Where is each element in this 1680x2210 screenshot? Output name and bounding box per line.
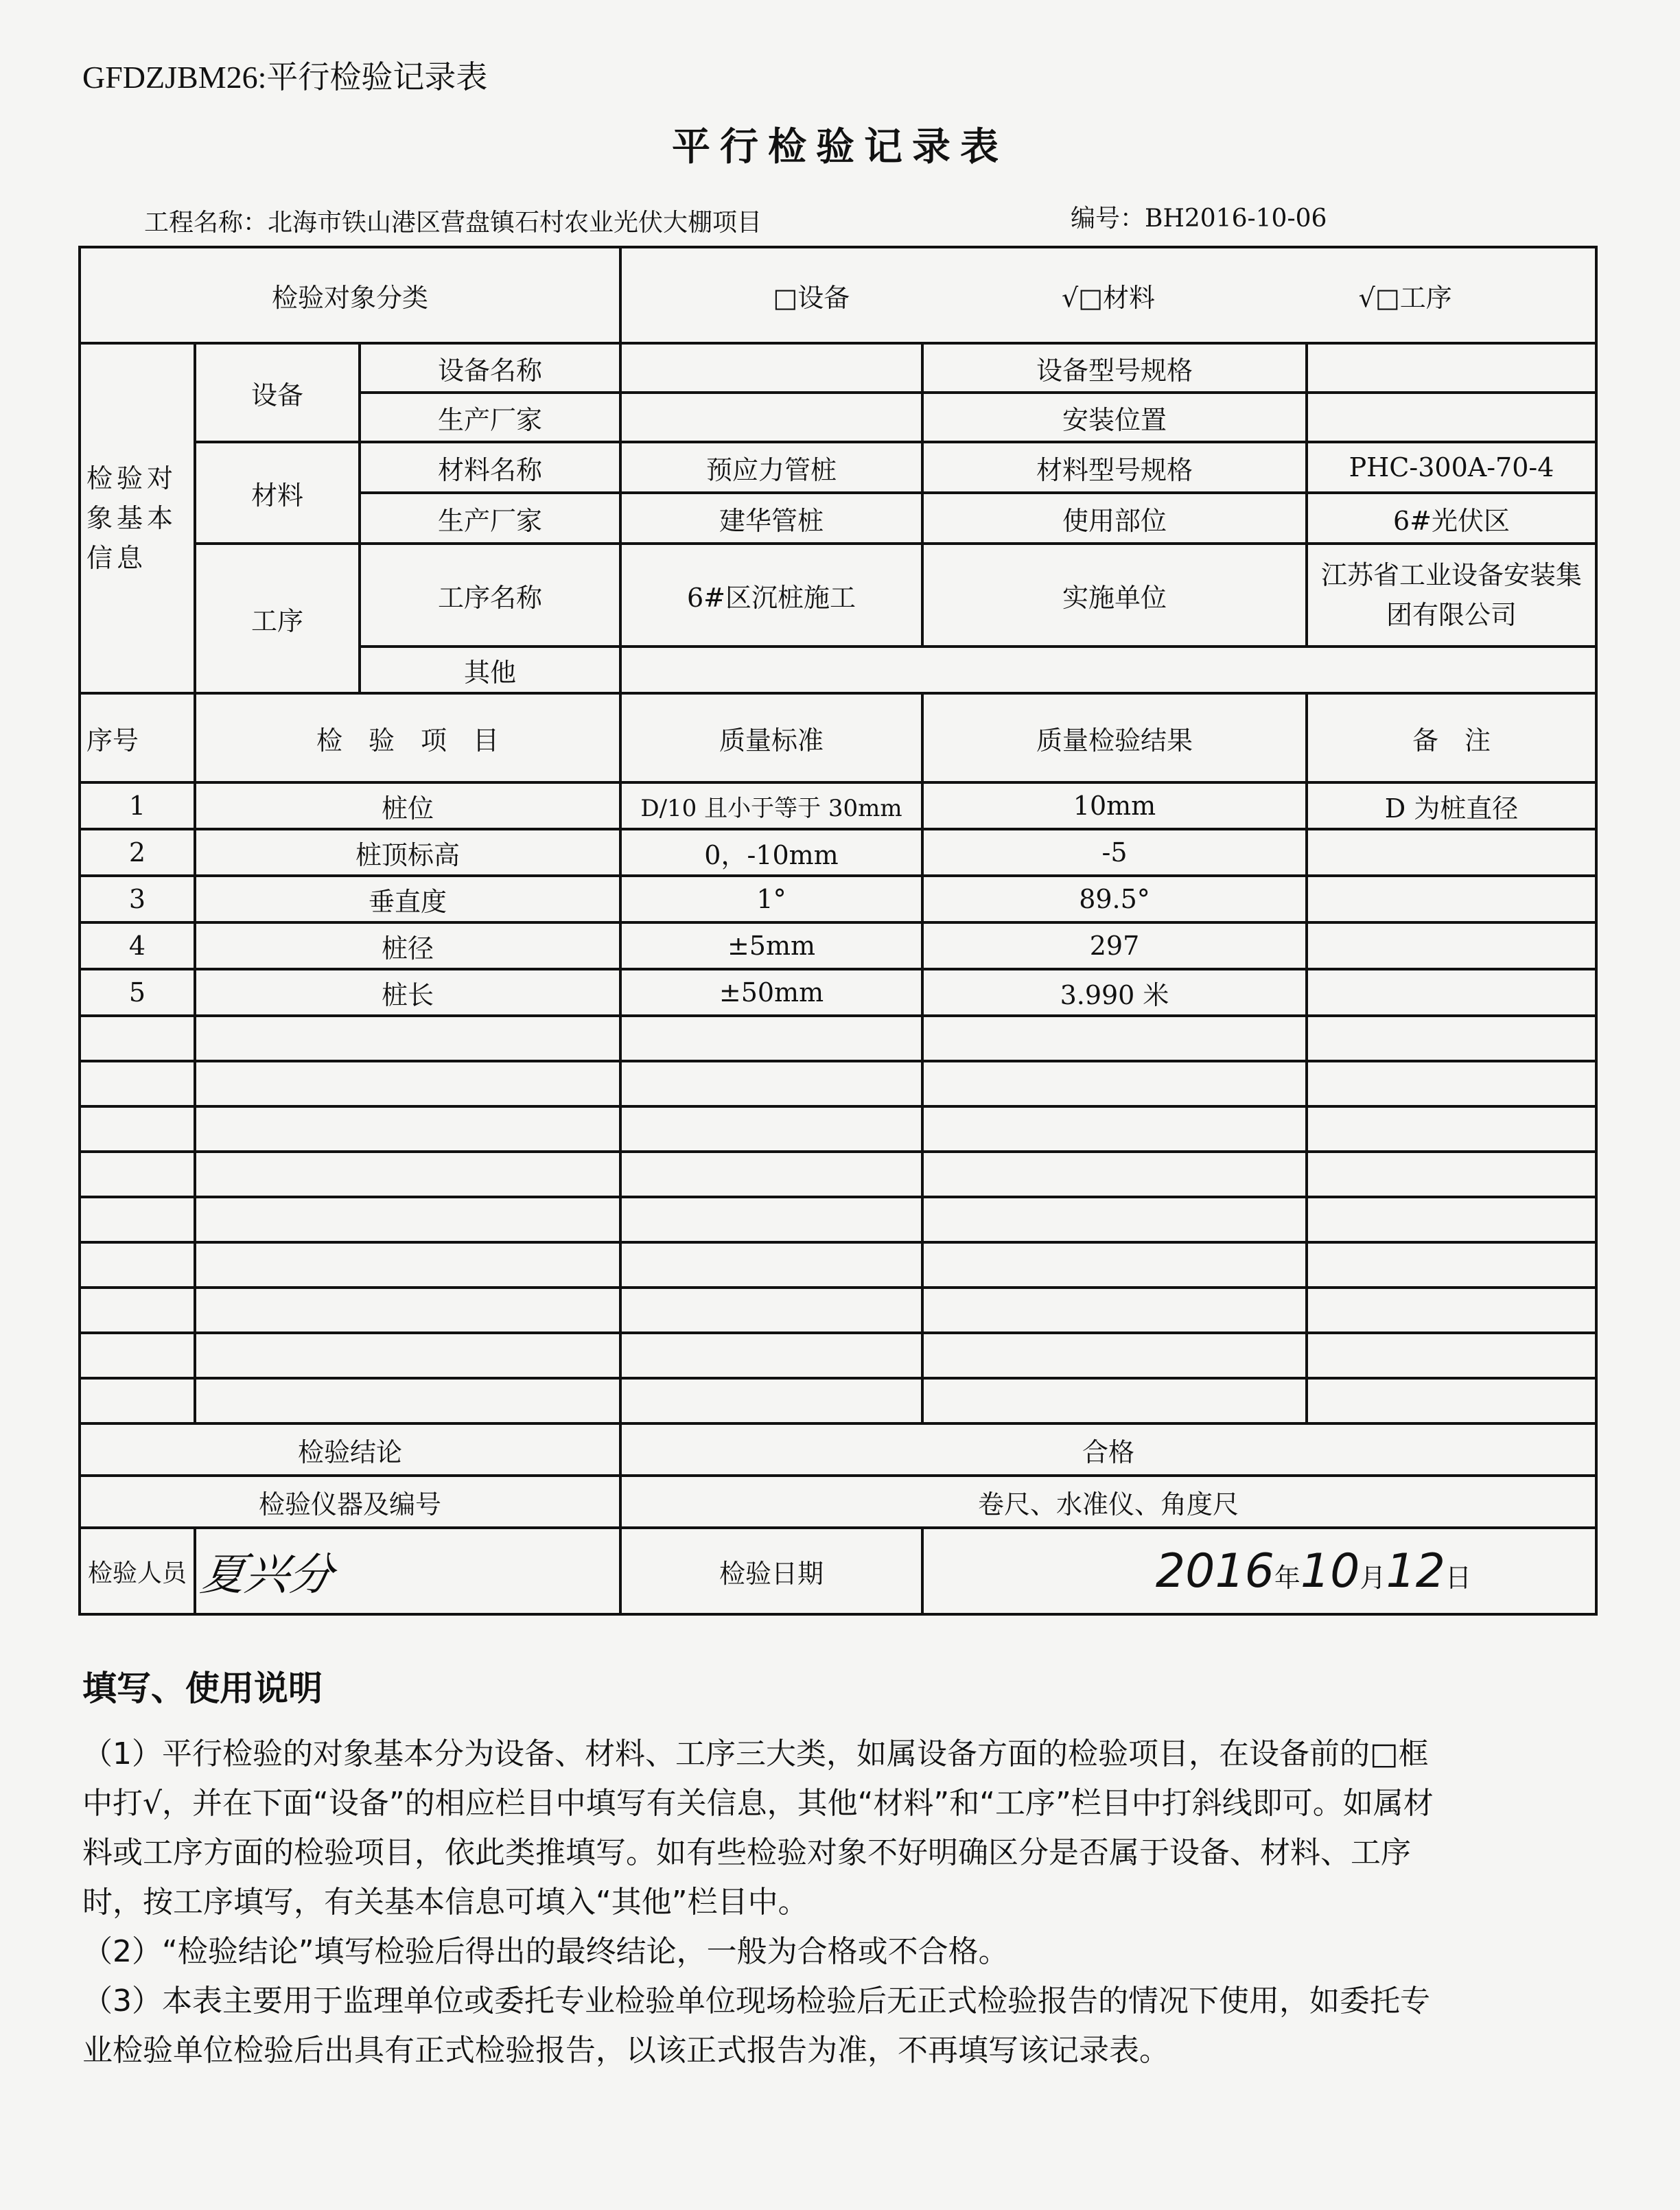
instruments-value: 卷尺、水准仪、角度尺: [620, 1476, 1596, 1528]
header-standard: 质量标准: [620, 693, 922, 782]
item-result: 10mm: [922, 782, 1307, 829]
inspector-signature-cell: [195, 1528, 620, 1614]
equipment-maker-label: 生产厂家: [360, 393, 620, 442]
equipment-model-value: [1307, 343, 1596, 393]
empty-row: [80, 1333, 1596, 1378]
item-name: 垂直度: [195, 876, 620, 922]
item-remark: [1307, 922, 1596, 969]
empty-row: [80, 1016, 1596, 1061]
form-code: GFDZJBM26:平行检验记录表: [82, 60, 488, 95]
date-month-unit: 月: [1360, 1562, 1386, 1593]
material-group-label: 材料: [195, 442, 360, 544]
note-1: （1）平行检验的对象基本分为设备、材料、工序三大类，如属设备方面的检验项目，在设备前的□框中打√，并在下面“设备”的相应栏目中填写有关信息，其他“材料”和“工序”栏目中打斜线即可。如属材料或工序方面的检验项目，依此类推填写。如有些检验对象不好明确区分是否属于设备、材料、工序时，按工序填写，有关基本信息可填入“其他”栏目中。: [82, 1736, 1434, 1920]
inspection-form-table: [78, 246, 1598, 1616]
material-name-value: 预应力管桩: [620, 442, 922, 493]
empty-row: [80, 1288, 1596, 1333]
item-name: 桩径: [195, 922, 620, 969]
equipment-name-label: 设备名称: [360, 343, 620, 393]
item-name: 桩顶标高: [195, 829, 620, 876]
item-remark: [1307, 969, 1596, 1016]
item-standard: D/10 且小于等于 30mm: [620, 782, 922, 829]
inspector-label: 检验人员: [80, 1528, 195, 1614]
item-result: 89.5°: [922, 876, 1307, 922]
category-material: √□材料: [1061, 282, 1156, 313]
process-other-label: 其他: [360, 647, 620, 693]
process-unit-value: 江苏省工业设备安装集团有限公司: [1307, 544, 1596, 647]
document-title: 平行检验记录表: [672, 125, 1008, 170]
date-year: 2016: [1155, 1544, 1274, 1598]
date-month: 10: [1300, 1544, 1360, 1598]
project-line: [144, 203, 762, 238]
header-remark: 备 注: [1307, 693, 1596, 782]
conclusion-label: 检验结论: [80, 1423, 620, 1476]
conclusion-value: 合格: [620, 1423, 1596, 1476]
item-name: 桩位: [195, 782, 620, 829]
date-label: 检验日期: [620, 1528, 922, 1614]
item-standard: ±50mm: [620, 969, 922, 1016]
item-result: 3.990 米: [922, 969, 1307, 1016]
item-remark: [1307, 876, 1596, 922]
process-unit-label: 实施单位: [922, 544, 1307, 647]
date-year-unit: 年: [1274, 1562, 1300, 1593]
process-other-value: [620, 647, 1596, 693]
item-remark: D 为桩直径: [1307, 782, 1596, 829]
date-value: [922, 1528, 1596, 1614]
number-line: [1071, 199, 1327, 234]
item-standard: ±5mm: [620, 922, 922, 969]
header-no: 序号: [80, 693, 195, 782]
material-maker-label: 生产厂家: [360, 493, 620, 544]
instruments-label: 检验仪器及编号: [80, 1476, 620, 1528]
notes-title: 填写、使用说明: [82, 1668, 323, 1708]
equipment-name-value: [620, 343, 922, 393]
empty-row: [80, 1106, 1596, 1152]
inspector-signature: 夏兴分: [197, 1550, 337, 1601]
material-maker-value: 建华管桩: [620, 493, 922, 544]
equipment-location-value: [1307, 393, 1596, 442]
category-process: √□工序: [1358, 282, 1452, 313]
number-value: BH2016-10-06: [1145, 205, 1327, 233]
material-model-label: 材料型号规格: [922, 442, 1307, 493]
empty-row: [80, 1242, 1596, 1288]
category-label: 检验对象分类: [80, 247, 620, 343]
empty-row: [80, 1378, 1596, 1423]
process-group-label: 工序: [195, 544, 360, 693]
date-day: 12: [1386, 1544, 1445, 1598]
empty-row: [80, 1197, 1596, 1242]
category-options: [620, 247, 1596, 343]
note-3: （3）本表主要用于监理单位或委托专业检验单位现场检验后无正式检验报告的情况下使用，如委托专业检验单位检验后出具有正式检验报告，以该正式报告为准，不再填写该记录表。: [82, 1984, 1430, 2068]
empty-row: [80, 1061, 1596, 1106]
item-no: 3: [80, 876, 195, 922]
header-result: 质量检验结果: [922, 693, 1307, 782]
equipment-maker-value: [620, 393, 922, 442]
equipment-group-label: 设备: [195, 343, 360, 442]
equipment-location-label: 安装位置: [922, 393, 1307, 442]
item-no: 1: [80, 782, 195, 829]
equipment-model-label: 设备型号规格: [922, 343, 1307, 393]
process-name-label: 工序名称: [360, 544, 620, 647]
basic-info-label: 检验对象基本信息: [80, 343, 195, 693]
empty-row: [80, 1152, 1596, 1197]
material-model-value: PHC-300A-70-4: [1307, 442, 1596, 493]
project-label: 工程名称：: [144, 209, 268, 237]
process-name-value: 6#区沉桩施工: [620, 544, 922, 647]
number-label: 编号：: [1071, 205, 1145, 233]
category-equipment: □设备: [773, 282, 850, 313]
material-part-label: 使用部位: [922, 493, 1307, 544]
item-standard: 1°: [620, 876, 922, 922]
item-result: 297: [922, 922, 1307, 969]
item-no: 2: [80, 829, 195, 876]
item-no: 5: [80, 969, 195, 1016]
project-name: 北海市铁山港区营盘镇石村农业光伏大棚项目: [268, 209, 762, 237]
material-name-label: 材料名称: [360, 442, 620, 493]
header-item: 检 验 项 目: [195, 693, 620, 782]
item-no: 4: [80, 922, 195, 969]
item-standard: 0，-10mm: [620, 829, 922, 876]
note-2: （2）“检验结论”填写检验后得出的最终结论，一般为合格或不合格。: [82, 1934, 1009, 1969]
item-name: 桩长: [195, 969, 620, 1016]
item-remark: [1307, 829, 1596, 876]
item-result: -5: [922, 829, 1307, 876]
material-part-value: 6#光伏区: [1307, 493, 1596, 544]
date-day-unit: 日: [1445, 1562, 1471, 1593]
